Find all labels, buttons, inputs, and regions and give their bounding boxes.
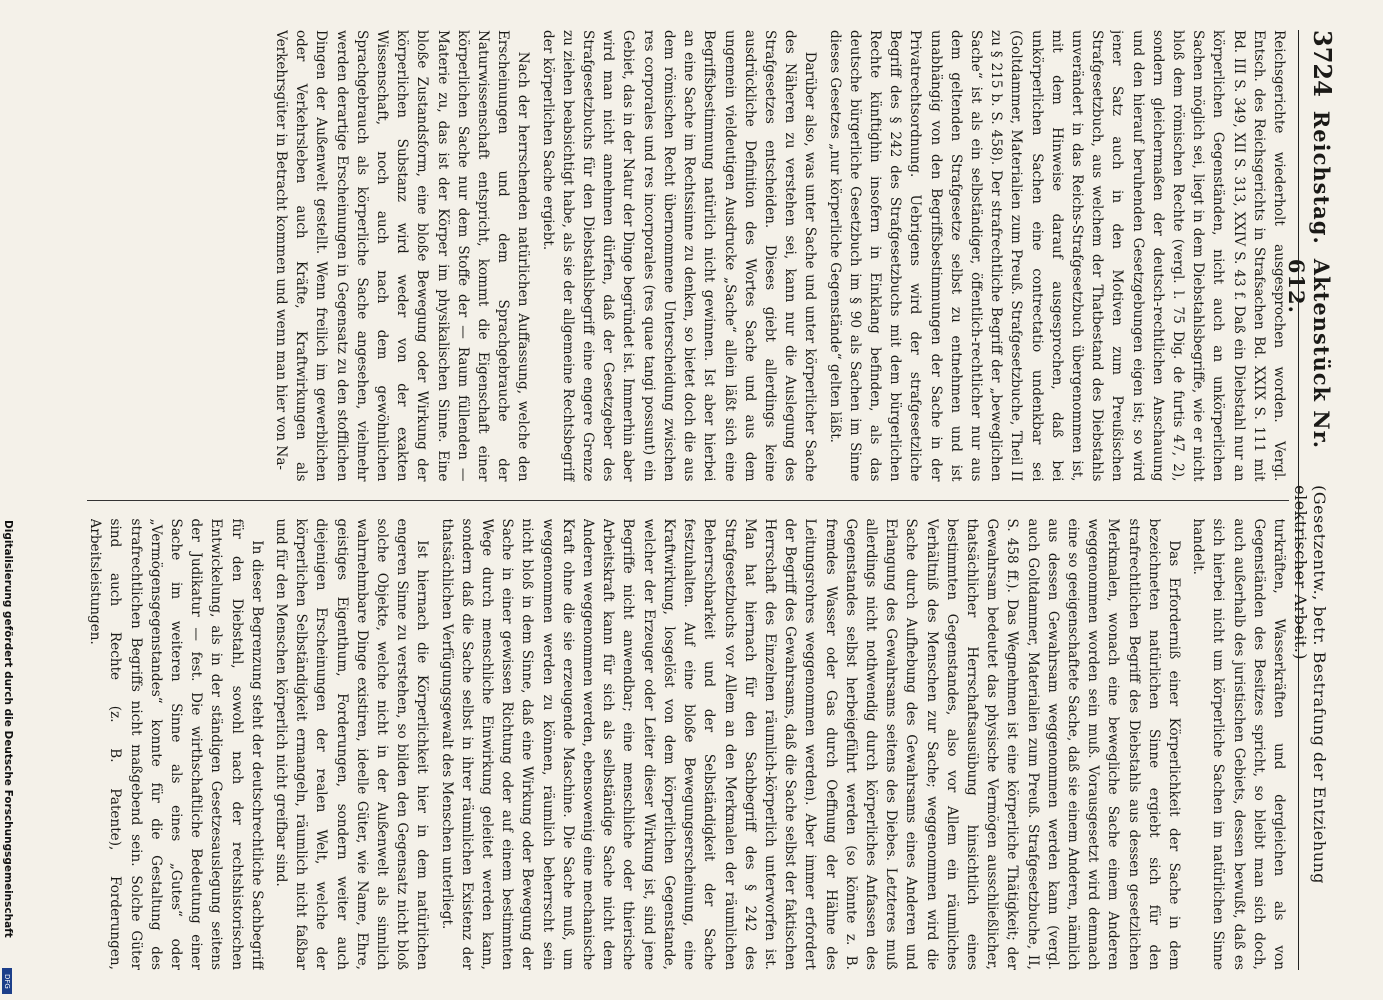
paragraph: Ist hiernach die Körperlichkeit hier in dem natürlichen engeren Sinne zu verstehen, so bilden den Gegensatz nicht bloß solche Objekte, welche nicht in der Außenwelt als sinnlich wahrnehmbare Dinge existiren, ideelle Güter, wie Name, Ehre, geistiges Eigenthum, Forderungen, sondern weiter auch diejenigen Erscheinungen der realen Welt, welche der körperlichen Selbständigkeit ermangeln, räumlich nicht faßbar und für den Menschen körperlich nicht greifbar sind. xyxy=(272,518,430,970)
paragraph: Darüber also, was unter Sache und unter körperlicher Sache des Näheren zu verstehen sei, kann nur die Auslegung des Strafgesetzes entscheiden. Dieses giebt allerdings keine ausdrückliche Definition des Wortes Sache und aus dem ungemein vieldeutigen Ausdrucke „Sache“ allein läßt sich eine Begriffsbestimmung natürlich nicht gewinnen. Ist aber hierbei an eine Sache im Rechtssinne zu denken, so bietet doch die aus dem römischen Recht übernommene Unterscheidung zwischen res corporales und res incorporales (res quae tangi possunt) ein Gebiet, das in der Natur der Dinge begründet ist. Immerhin aber wird man nicht annehmen dürfen, daß der Gesetzgeber des Strafgesetzbuchs für den Diebstahlsbegriff eine engere Grenze zu ziehen beabsichtigt habe, als sie der allgemeine Rechtsbegriff der körperlichen Sache ergiebt. xyxy=(539,30,818,482)
page-subtitle: (Gesetzentw., betr. Bestrafung der Entziehung elektrischer Arbeit.) xyxy=(1290,485,1329,885)
page-number: 3724 xyxy=(1307,30,1337,97)
document-number: Aktenstück Nr. 612. xyxy=(1283,258,1334,450)
paragraph: In dieser Begrenzung steht der deutschrechtliche Sachbegriff für den Diebstahl, sowohl nach der rechtshistorischen Entwickelung, als in der ständigen Gesetzesauslegung seitens der Judikatur — fest. Die wirthschaftliche Bedeutung einer Sache im weiteren Sinne als eines „Gutes“ oder „Vermögensgegenstandes“ konnte für die Gestaltung des strafrechtlichen Begriffs nicht maßgebend sein. Solche Güter sind auch Rechte (z. B. Patente), Forderungen, Arbeitsleistungen. xyxy=(86,518,265,970)
column-divider xyxy=(87,500,1289,501)
page-title: Reichstag. xyxy=(1308,110,1334,245)
digitization-credit: Digitalisierung gefördert durch die Deutsche Forschungsgemeinschaft xyxy=(2,520,14,938)
text-columns xyxy=(87,30,1289,970)
paragraph: Reichsgerichte wiederholt ausgesprochen worden. Vergl. Entsch. des Reichsgerichts in Strafsachen Bd. XXIX S. 111 mit Bd. III S. 349, XII S. 313, XXIV S. 43 f. Daß ein Diebstahl nur an körperlichen Gegenständen, nicht auch an unkörperlichen Sachen möglich sei, liegt in dem Diebstahlsbegriffe, wie er nicht bloß dem römischen Rechte (vergl. l. 75 Dig. de furtis 47, 2), sondern gleichermaßen der deutsch-rechtlichen Anschauung und den hierauf beruhenden Gesetzgebungen eigen ist; so wird jener Satz auch in den Motiven zum Preußischen Strafgesetzbuch, aus welchem der Thatbestand des Diebstahls unverändert in das Reichs-Strafgesetzbuch übergenommen ist, mit dem Hinweise darauf ausgesprochen, daß bei unkörperlichen Sachen eine contrectatio undenkbar sei (Goltdammer, Materialien zum Preuß. Strafgesetzbuche, Theil II zu § 215 b. S. 458). Der strafrechtliche Begriff der „beweglichen Sache“ ist als ein selbständiger, öffentlich-rechtlicher nur aus dem geltenden Strafgesetze selbst zu entnehmen und ist unabhängig von den Begriffsbestimmungen der Sache in der Privatrechtsordnung. Uebrigens wird der strafgesetzliche Begriff des § 242 des Strafgesetzbuchs mit dem bürgerlichen Rechte künftighin insofern in Einklang befinden, als das deutsche bürgerliche Gesetzbuch im § 90 als Sachen im Sinne dieses Gesetzes „nur körperliche Gegenstände“ gelten läßt. xyxy=(826,30,1287,482)
page-header xyxy=(1283,30,1337,970)
right-column xyxy=(87,519,1289,971)
header-rule xyxy=(1298,30,1299,970)
dfg-logo: DFG xyxy=(2,968,12,994)
left-column xyxy=(87,30,1289,482)
paragraph: Das Erforderniß einer Körperlichkeit der Sache in dem bezeichneten natürlichen Sinne ergiebt sich für den strafrechtlichen Begriff des Diebstahls aus dessen gesetzlichen Merkmalen, wonach eine bewegliche Sache einem Anderen weggenommen worden sein muß. Vorausgesetzt wird demnach eine so geeigenschaftete Sache, daß sie einem Anderen, nämlich aus dessen Gewahrsam weggenommen werden kann (vergl. auch Goltdammer, Materialien zum Preuß. Strafgesetzbuche, II, S. 458 ff.). Das Wegnehmen ist eine körperliche Thätigkeit; der Gewahrsam bedeutet das physische Vermögen ausschließlicher, thatsächlicher Herrschaftsausübung hinsichtlich eines bestimmten Gegenstandes, also vor Allem ein räumliches Verhältniß des Menschen zur Sache; weggenommen wird die Sache durch Aufhebung des Gewahrsams eines Anderen und Erlangung des Gewahrsams seitens des Diebes. Letzteres muß allerdings nicht nothwendig durch körperliches Anfassen des Gegenstandes selbst herbeigeführt werden (so könnte z. B. fremdes Wasser oder Gas durch Oeffnung der Hähne des Leitungsrohres weggenommen werden). Aber immer erfordert der Begriff des Gewahrsams, daß die Sache selbst der faktischen Herrschaft des Einzelnen räumlich-körperlich unterworfen ist. Man hat hiernach für den Sachbegriff des § 242 des Strafgesetzbuchs vor Allem an den Merkmalen der räumlichen Beherrschbarkeit und der Selbständigkeit der Sache festzuhalten. Auf eine bloße Bewegungserscheinung, eine Kraftwirkung, losgelöst von dem körperlichen Gegenstande, welcher der Erzeuger oder Leiter dieser Wirkung ist, sind jene Begriffe nicht anwendbar; eine menschliche oder thierische Arbeitskraft kann für sich als selbständige Sache nicht dem Anderen weggenommen werden, ebensowenig eine mechanische Kraft ohne die sie erzeugende Maschine. Die Sache muß, um weggenommen werden zu können, räumlich beherrscht sein nicht bloß in dem Sinne, daß eine Wirkung oder Bewegung der Sache in einer gewissen Richtung oder auf einem bestimmten Wege durch menschliche Einwirkung geleitet werden kann, sondern daß die Sache selbst in ihrer räumlichen Existenz der thatsächlichen Verfügungsgewalt des Menschen unterliegt. xyxy=(438,518,1182,970)
paragraph: Nach der herrschenden natürlichen Auffassung, welche den Erscheinungen und dem Sprachgebrauche der Naturwissenschaft entspricht, kommt die Eigenschaft einer körperlichen Sache nur dem Stoffe der — Raum füllenden — Materie zu, das ist der Körper im physikalischen Sinne. Eine bloße Zustandsform, eine bloße Bewegung oder Wirkung der körperlichen Substanz wird weder von der exakten Wissenschaft, noch auch nach dem gewöhnlichen Sprachgebrauch als körperliche Sache angesehen, vielmehr werden derartige Erscheinungen in Gegensatz zu den stofflichen Dingen der Außenwelt gestellt. Wenn freilich im gewerblichen oder Verkehrsleben auch Kräfte, Kraftwirkungen als Verkehrsgüter in Betracht kommen und wenn man hier von Na- xyxy=(272,30,531,482)
rotated-page xyxy=(47,30,1337,970)
paragraph: turkräften, Wasserkräften und dergleichen als von Gegenständen des Besitzes spricht, so bleibt man sich doch, auch außerhalb des juristischen Gebiets, dessen bewußt, daß es sich hierbei nicht um körperliche Sachen im natürlichen Sinne handelt. xyxy=(1189,518,1287,970)
